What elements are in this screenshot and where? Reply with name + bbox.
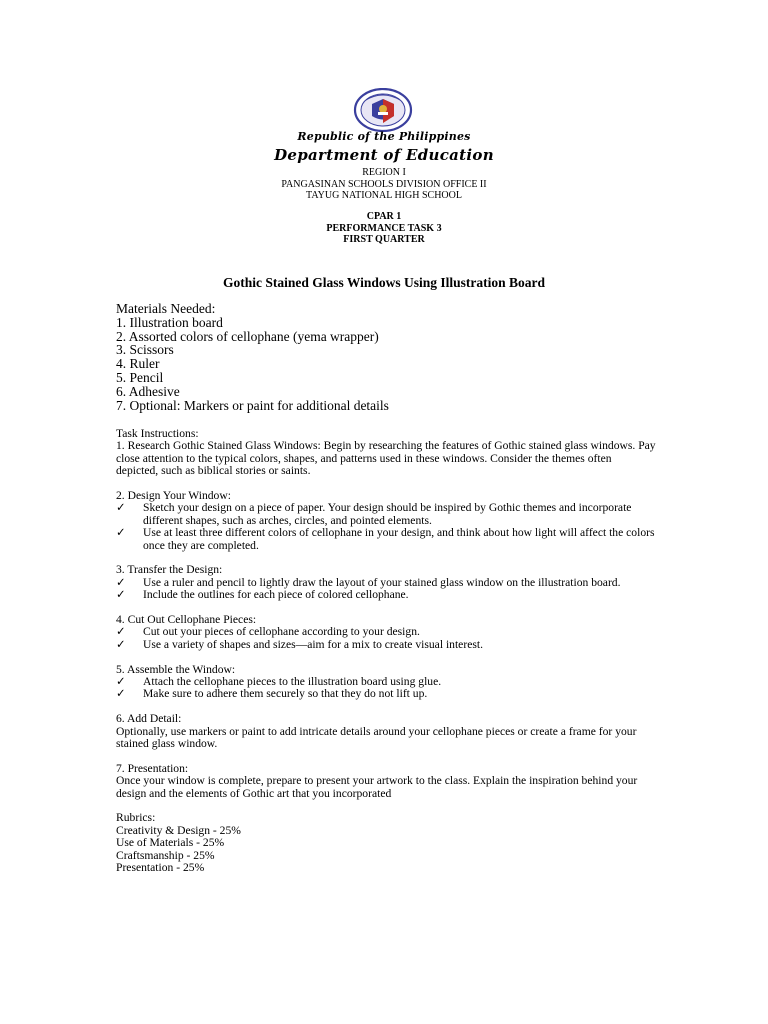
rubrics-heading: Rubrics: — [116, 811, 156, 825]
checklist-item — [116, 589, 656, 601]
check-icon: ✓ — [116, 687, 126, 701]
checklist-text: Use at least three different colors of cellophane in your design, and think about how light will affect the colors once they are completed. — [143, 526, 655, 552]
checklist-text: Use a variety of shapes and sizes—aim for a mix to create visual interest. — [143, 637, 483, 651]
step-assemble — [116, 664, 656, 701]
step-transfer — [116, 564, 656, 601]
materials-section — [116, 302, 389, 412]
rubric-item: Craftsmanship - 25% — [116, 848, 215, 862]
deped-seal-logo — [352, 88, 414, 132]
subject-label: CPAR 1 — [366, 211, 402, 222]
checklist-item — [116, 639, 656, 651]
materials-heading: Materials Needed: — [116, 301, 216, 316]
step-heading: 6. Add Detail: — [116, 712, 182, 726]
office-info — [0, 167, 768, 202]
material-item: 1. Illustration board — [116, 314, 223, 330]
step-heading: 4. Cut Out Cellophane Pieces: — [116, 613, 257, 627]
checklist-text: Sketch your design on a piece of paper. Your design should be inspired by Gothic themes and incorporate different shapes, such as arches, circles, and pointed elements. — [143, 501, 632, 527]
checklist-item — [116, 688, 656, 700]
quarter-label: FIRST QUARTER — [343, 234, 425, 245]
school-label: TAYUG NATIONAL HIGH SCHOOL — [306, 190, 462, 201]
document-title: Gothic Stained Glass Windows Using Illustration Board — [222, 275, 546, 290]
checklist-text: Use a ruler and pencil to lightly draw the layout of your stained glass window on the illustration board. — [143, 575, 621, 589]
division-label: PANGASINAN SCHOOLS DIVISION OFFICE II — [281, 178, 487, 190]
step-text: Once your window is complete, prepare to present your artwork to the class. Explain the inspiration behind your design and the elements of Gothic art that you incorporated — [116, 774, 638, 800]
checklist-text: Attach the cellophane pieces to the illustration board using glue. — [143, 675, 442, 689]
material-item: 3. Scissors — [116, 342, 174, 358]
check-icon: ✓ — [116, 625, 126, 639]
region-label: REGION I — [362, 167, 406, 178]
step-cut-out — [116, 614, 656, 651]
material-item: 4. Ruler — [116, 356, 160, 372]
material-item: 6. Adhesive — [116, 383, 180, 399]
material-item: 5. Pencil — [116, 369, 164, 385]
checklist-text: Include the outlines for each piece of colored cellophane. — [143, 588, 409, 602]
check-icon: ✓ — [116, 575, 126, 589]
rubric-item: Use of Materials - 25% — [116, 836, 225, 850]
rubrics-section — [116, 812, 656, 874]
rubric-item: Presentation - 25% — [116, 861, 205, 875]
step-detail — [116, 713, 656, 750]
checklist-text: Make sure to adhere them securely so that they do not lift up. — [143, 687, 428, 701]
check-icon: ✓ — [116, 526, 126, 540]
check-icon: ✓ — [116, 501, 126, 515]
step-heading: 2. Design Your Window: — [116, 489, 231, 503]
check-icon: ✓ — [116, 675, 126, 689]
step-text: 1. Research Gothic Stained Glass Windows: Begin by researching the features of Gothic stained glass windows. Pay close attention to the typical colors, shapes, and patterns used in these windows. Consider the themes often depicted, such as biblical stories or saints. — [116, 439, 656, 478]
check-icon: ✓ — [116, 637, 126, 651]
material-item: 7. Optional: Markers or paint for additional details — [116, 397, 389, 413]
step-research — [116, 428, 656, 478]
department-header: Department of Education — [274, 146, 494, 164]
step-heading: 7. Presentation: — [116, 761, 189, 775]
task-info — [0, 211, 768, 246]
rubric-item: Creativity & Design - 25% — [116, 823, 241, 837]
step-text: Optionally, use markers or paint to add intricate details around your cellophane pieces or create a frame for your stained glass window. — [116, 724, 637, 751]
instructions-body — [116, 428, 656, 875]
checklist-text: Cut out your pieces of cellophane according to your design. — [143, 625, 420, 639]
checklist-item — [116, 527, 656, 552]
instructions-heading: Task Instructions: — [116, 427, 199, 440]
step-presentation — [116, 763, 656, 800]
task-label: PERFORMANCE TASK 3 — [326, 222, 442, 234]
step-design — [116, 490, 656, 552]
step-heading: 3. Transfer the Design: — [116, 563, 223, 577]
checklist-item — [116, 502, 656, 527]
step-heading: 5. Assemble the Window: — [116, 662, 236, 676]
check-icon: ✓ — [116, 588, 126, 602]
material-item: 2. Assorted colors of cellophane (yema wrapper) — [116, 328, 379, 344]
republic-header: Republic of the Philippines — [297, 130, 471, 143]
